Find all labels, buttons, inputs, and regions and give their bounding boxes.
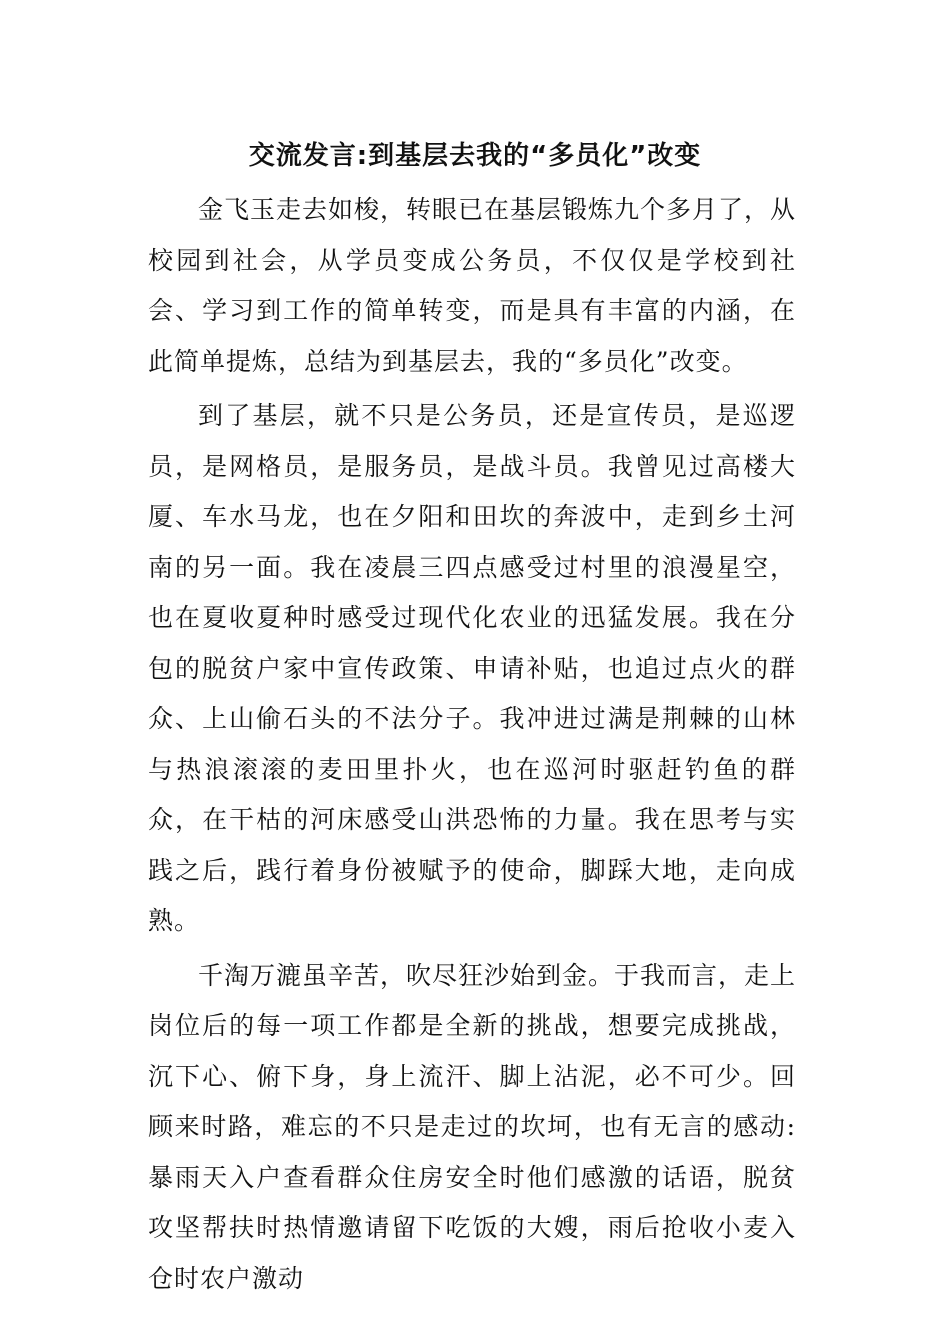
document-body: [148, 185, 796, 1304]
document-title: 交流发言:到基层去我的“多员化”改变: [248, 141, 702, 171]
paragraph-3: 千淘万漉虽辛苦，吹尽狂沙始到金。于我而言，走上岗位后的每一项工作都是全新的挑战，想要完成挑战，沉下心、俯下身，身上流汗、脚上沾泥，必不可少。回顾来时路，难忘的不只是走过的坎坷，也有无言的感动:暴雨天入户查看群众住房安全时他们感激的话语，脱贫攻坚帮扶时热情邀请留下吃饭的大嫂，雨后抢收小麦入仓时农户激动: [148, 960, 797, 1293]
paragraph-1: 金飞玉走去如梭，转眼已在基层锻炼九个多月了，从校园到社会，从学员变成公务员，不仅仅是学校到社会、学习到工作的简单转变，而是具有丰富的内涵，在此简单提炼，总结为到基层去，我的“多员化”改变。: [148, 195, 797, 376]
paragraph-2: 到了基层，就不只是公务员，还是宣传员，是巡逻员，是网格员，是服务员，是战斗员。我曾见过高楼大厦、车水马龙，也在夕阳和田坎的奔波中，走到乡土河南的另一面。我在凌晨三四点感受过村里的浪漫星空，也在夏收夏种时感受过现代化农业的迅猛发展。我在分包的脱贫户家中宣传政策、申请补贴，也追过点火的群众、上山偷石头的不法分子。我冲进过满是荆棘的山林与热浪滚滚的麦田里扑火，也在巡河时驱赶钓鱼的群众，在干枯的河床感受山洪恐怖的力量。我在思考与实践之后，践行着身份被赋予的使命，脚踩大地，走向成熟。: [148, 401, 796, 935]
